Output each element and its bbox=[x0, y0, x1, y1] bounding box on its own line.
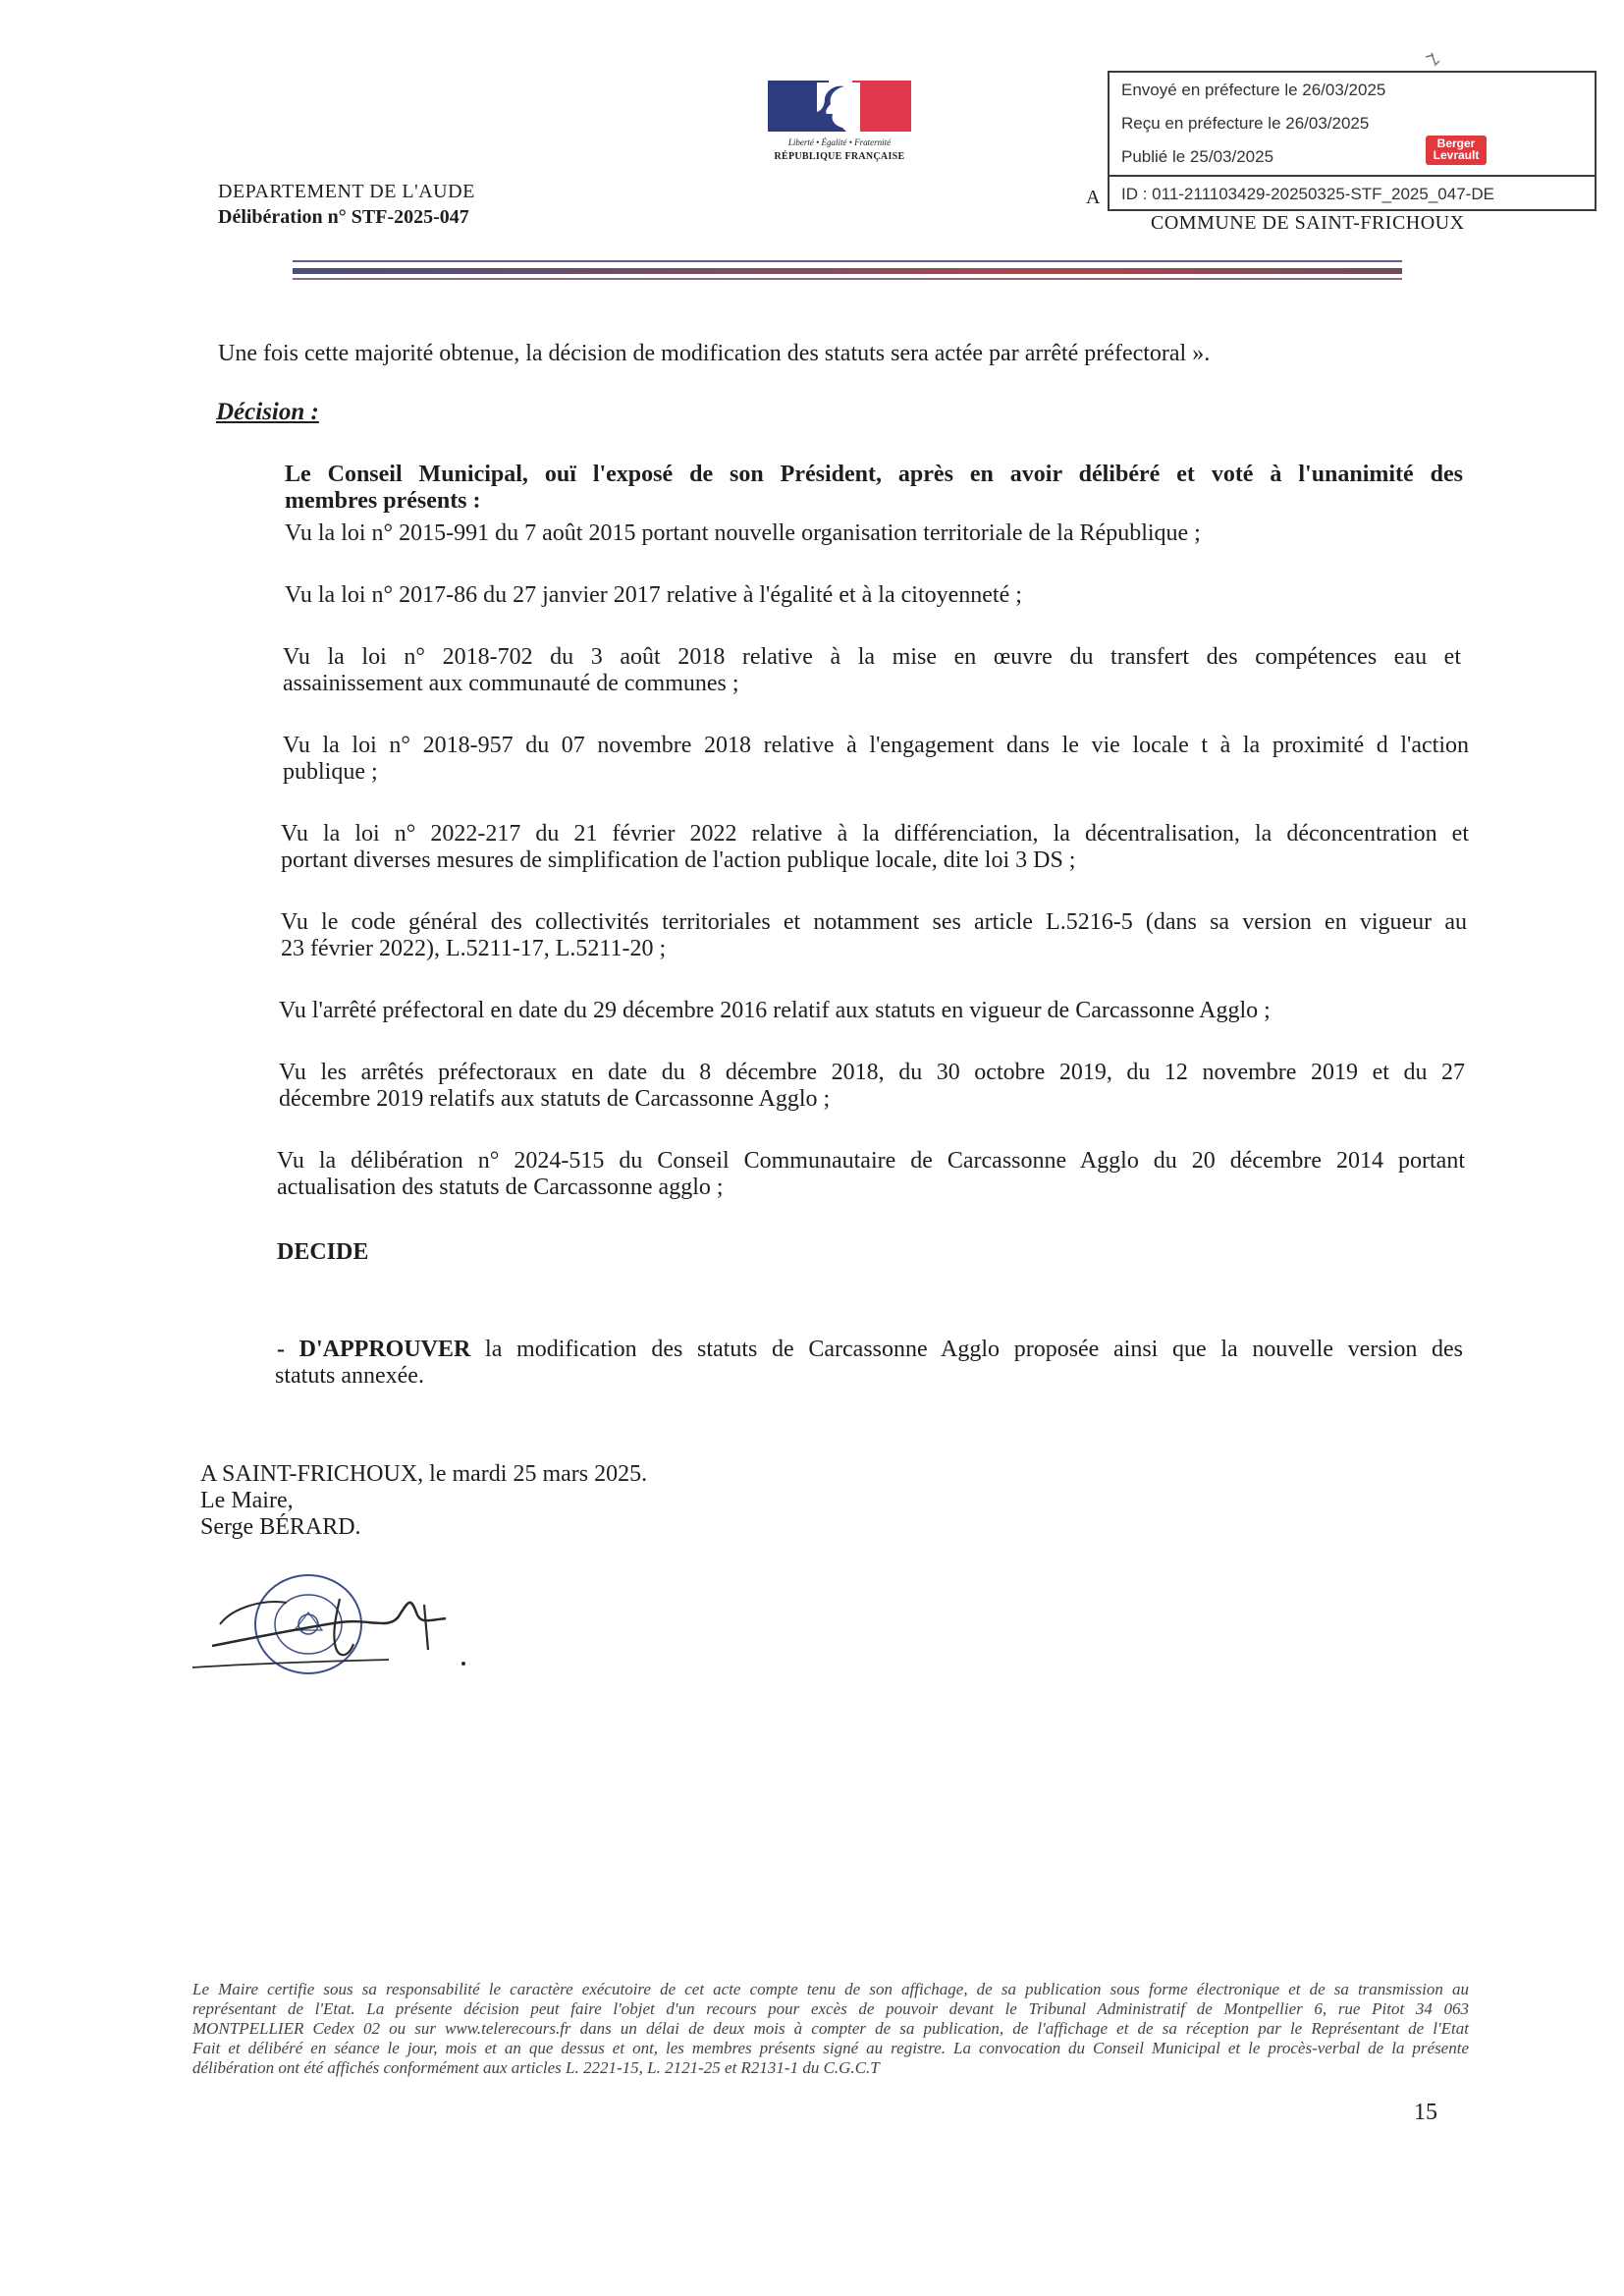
footer-line-5: délibération ont été affichés conformément aux articles L. 2221-15, L. 2121-25 et R2131-1 du C.G.C.T bbox=[192, 2058, 880, 2077]
prefecture-stamp bbox=[1108, 71, 1597, 211]
marianne-icon bbox=[817, 82, 860, 132]
consideration-5-line-1: Vu la loi n° 2022-217 du 21 février 2022 relative à la différenciation, la décentralisation, la déconcentration et bbox=[281, 821, 1469, 847]
consideration-4-line-1: Vu la loi n° 2018-957 du 07 novembre 2018 relative à l'engagement dans le vie locale t à la proximité d l'action bbox=[283, 733, 1469, 758]
stamp-received: Reçu en préfecture le 26/03/2025 bbox=[1121, 114, 1370, 133]
consideration-3-line-1: Vu la loi n° 2018-702 du 3 août 2018 relative à la mise en œuvre du transfert des compétences eau et bbox=[283, 644, 1461, 670]
consideration-8-line-2: décembre 2019 relatifs aux statuts de Carcassonne Agglo ; bbox=[279, 1086, 831, 1112]
signoff-role: Le Maire, bbox=[200, 1488, 294, 1513]
badge-line-1: Berger bbox=[1436, 137, 1476, 150]
consideration-4-line-2: publique ; bbox=[283, 759, 378, 785]
consideration-2: Vu la loi n° 2017-86 du 27 janvier 2017 relative à l'égalité et à la citoyenneté ; bbox=[285, 582, 1022, 608]
logo-motto: Liberté • Égalité • Fraternité bbox=[787, 137, 892, 147]
council-line-2: membres présents : bbox=[285, 488, 481, 514]
footer-line-2: représentant de l'Etat. La présente décision peut faire l'objet d'un recours pour excès de pouvoir devant le Tribunal Administratif de Montpellier 6, rue Pitot 34 063 bbox=[192, 1999, 1469, 2018]
council-line-1: Le Conseil Municipal, ouï l'exposé de son Président, après en avoir délibéré et voté à l'unanimité des bbox=[285, 462, 1463, 487]
stamp-id: ID : 011-211103429-20250325-STF_2025_047-DE bbox=[1110, 175, 1597, 211]
footer-line-1: Le Maire certifie sous sa responsabilité le caractère exécutoire de cet acte compte tenu de son affichage, de sa publication sous forme électronique et de sa transmission au bbox=[192, 1980, 1469, 1998]
stamp-sent: Envoyé en préfecture le 26/03/2025 bbox=[1121, 81, 1386, 99]
consideration-7: Vu l'arrêté préfectoral en date du 29 décembre 2016 relatif aux statuts en vigueur de Carcassonne Agglo ; bbox=[279, 998, 1271, 1023]
logo-republic-name: RÉPUBLIQUE FRANÇAISE bbox=[774, 151, 905, 162]
consideration-9-line-1: Vu la délibération n° 2024-515 du Conseil Communautaire de Carcassonne Agglo du 20 décembre 2014 portant bbox=[277, 1148, 1465, 1174]
commune-name: COMMUNE DE SAINT-FRICHOUX bbox=[1151, 212, 1465, 234]
intro-paragraph: Une fois cette majorité obtenue, la décision de modification des statuts sera actée par arrêté préfectoral ». bbox=[218, 341, 1211, 366]
header-rule-top bbox=[293, 260, 1402, 262]
header-rule-bottom bbox=[293, 278, 1402, 280]
stamp-published: Publié le 25/03/2025 bbox=[1121, 147, 1274, 166]
consideration-5-line-2: portant diverses mesures de simplification de l'action publique locale, dite loi 3 DS ; bbox=[281, 847, 1076, 873]
approval-rest: la modification des statuts de Carcassonne Agglo proposée ainsi que la nouvelle version des bbox=[470, 1337, 1464, 1362]
signoff-name: Serge BÉRARD. bbox=[200, 1514, 361, 1540]
footer-line-4: Fait et délibéré en séance le jour, mois et an que dessus et ont, les membres présents signé au registre. La convocation du Conseil Municipal et le procès-verbal de la présente bbox=[192, 2039, 1469, 2057]
signoff-place-date: A SAINT-FRICHOUX, le mardi 25 mars 2025. bbox=[200, 1461, 648, 1487]
consideration-8-line-1: Vu les arrêtés préfectoraux en date du 8 décembre 2018, du 30 octobre 2019, du 12 novembre 2019 et du 27 bbox=[279, 1060, 1465, 1085]
decision-heading: Décision : bbox=[216, 399, 319, 425]
header-rule-main bbox=[293, 268, 1402, 274]
republique-francaise-logo bbox=[766, 81, 913, 175]
consideration-3-line-2: assainissement aux communauté de communes ; bbox=[283, 671, 739, 696]
badge-line-2: Levrault bbox=[1433, 148, 1480, 162]
berger-levrault-logo-text bbox=[1427, 137, 1486, 161]
consideration-6-line-1: Vu le code général des collectivités territoriales et notamment ses article L.5216-5 (dans sa version en vigueur au bbox=[281, 909, 1467, 935]
approval-prefix: - D'APPROUVER bbox=[277, 1337, 471, 1362]
consideration-6-line-2: 23 février 2022), L.5211-17, L.5211-20 ; bbox=[281, 936, 667, 961]
stray-letter: A bbox=[1086, 187, 1101, 208]
mayor-signature-and-seal bbox=[192, 1569, 487, 1679]
deliberation-number: Délibération n° STF-2025-047 bbox=[218, 206, 469, 228]
consideration-9-line-2: actualisation des statuts de Carcassonne agglo ; bbox=[277, 1175, 724, 1200]
corner-mark-icon bbox=[1422, 51, 1451, 73]
decide-heading: DECIDE bbox=[277, 1239, 369, 1265]
department-name: DEPARTEMENT DE L'AUDE bbox=[218, 181, 475, 202]
consideration-1: Vu la loi n° 2015-991 du 7 août 2015 portant nouvelle organisation territoriale de la République ; bbox=[285, 520, 1201, 546]
approval-line-1 bbox=[277, 1337, 1463, 1363]
footer-line-3: MONTPELLIER Cedex 02 ou sur www.telerecours.fr dans un délai de deux mois à compter de sa publication, de l'affichage et de sa réception par le Représentant de l'Etat bbox=[192, 2019, 1469, 2038]
page-number: 15 bbox=[1414, 2100, 1437, 2125]
logo-red-band bbox=[852, 81, 911, 132]
approval-line-2: statuts annexée. bbox=[275, 1363, 424, 1389]
legal-footer bbox=[192, 1980, 1469, 2078]
